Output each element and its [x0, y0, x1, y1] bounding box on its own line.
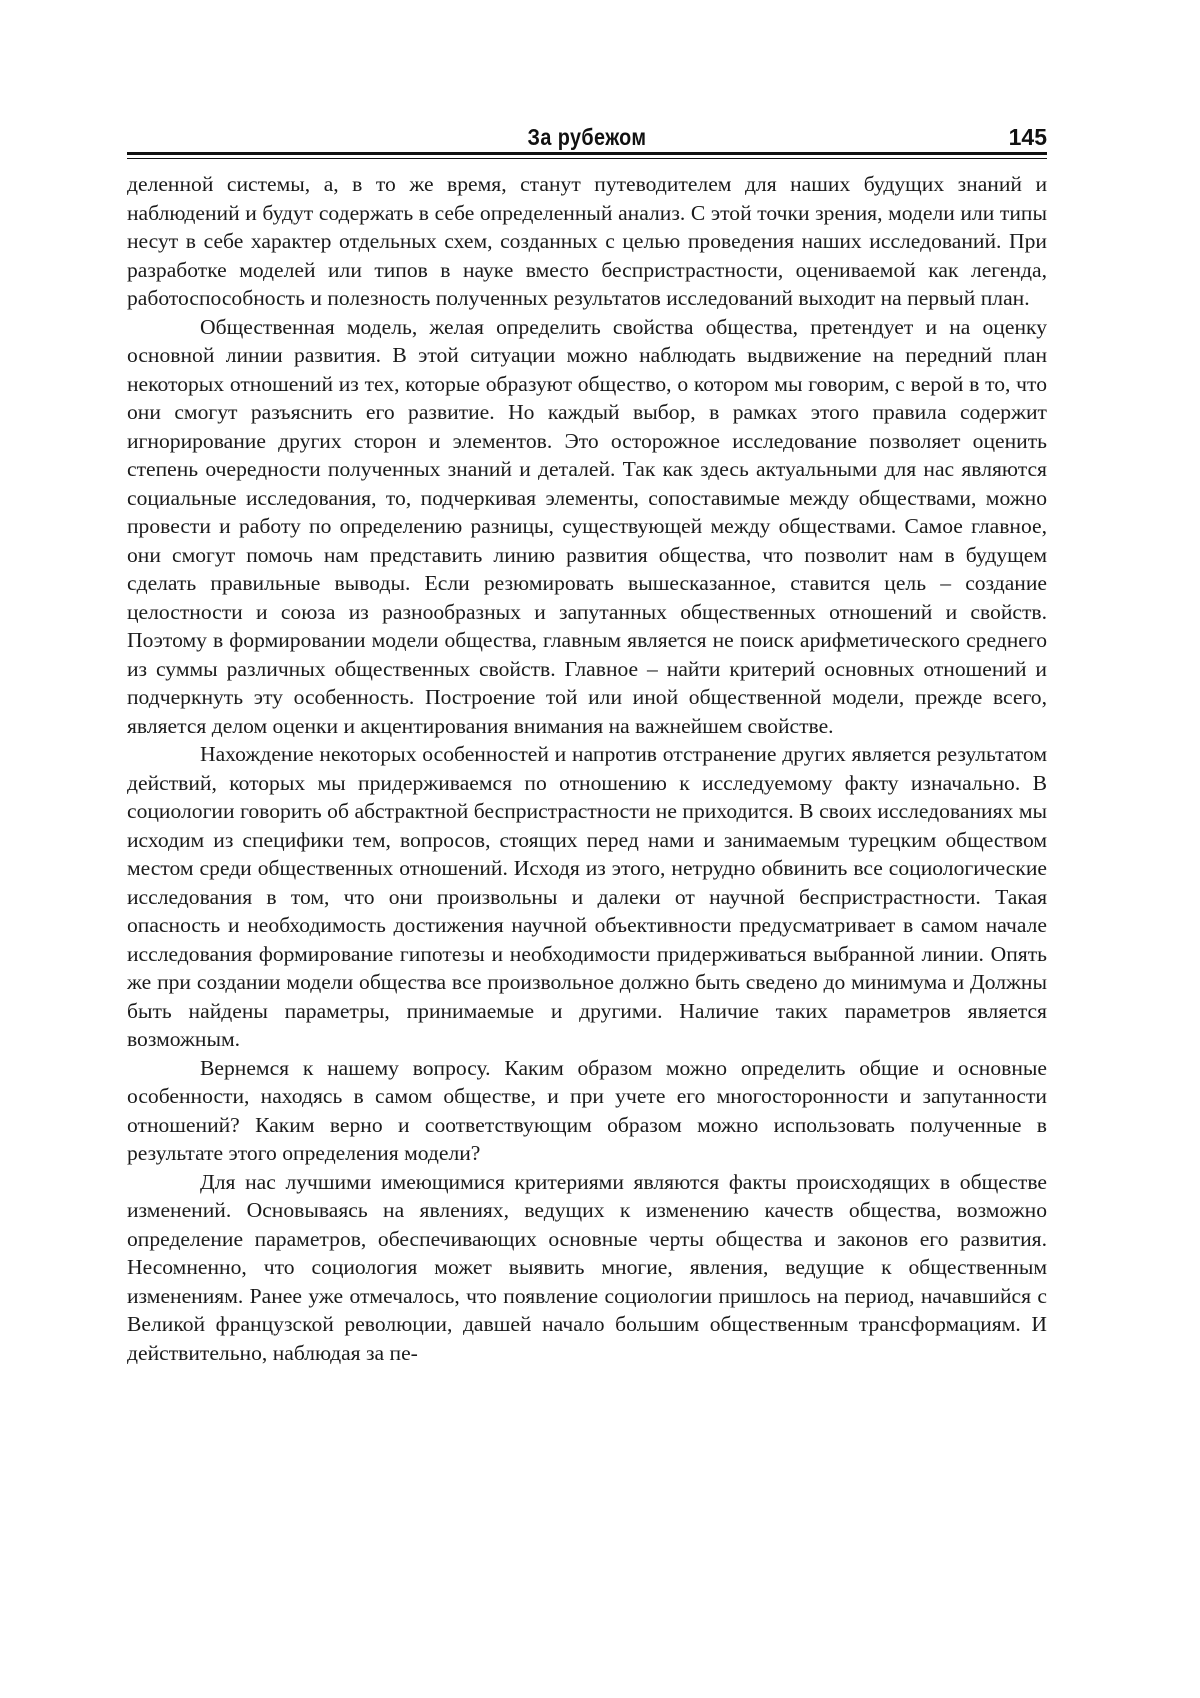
body-text [127, 170, 1047, 1367]
page-number: 145 [1008, 124, 1047, 150]
header-rule-thin [127, 158, 1047, 159]
paragraph-5: Для нас лучшими имеющимися критериями являются факты происходящих в обществе изменений. Основываясь на явлениях, ведущих к изменению качеств общества, возможно определение параметров, обеспечивающих основные черты общества и законов его развития. Несомненно, что социология может выявить многие, явления, ведущие к общественным изменениям. Ранее уже отмечалось, что появление социологии пришлось на период, начавшийся с Великой французской революции, давшей начало большим общественным трансформациям. И действительно, наблюдая за пе- [127, 1169, 1047, 1365]
header-rule-thick [127, 152, 1047, 155]
paragraph-2: Общественная модель, желая определить свойства общества, претендует и на оценку основной линии развития. В этой ситуации можно наблюдать выдвижение на передний план некоторых отношений из тех, которые образуют общество, о котором мы говорим, с верой в то, что они смогут разъяснить его развитие. Но каждый выбор, в рамках этого правила содержит игнорирование других сторон и элементов. Это осторожное исследование позволяет оценить степень очередности полученных знаний и деталей. Так как здесь актуальными для нас являются социальные исследования, то, подчеркивая элементы, сопоставимые между обществами, можно провести и работу по определению разницы, существующей между обществами. Самое главное, они смогут помочь нам представить линию развития общества, что позволит нам в будущем сделать правильные выводы. Если резюмировать вышесказанное, ставится цель – создание целостности и союза из разнообразных и запутанных общественных отношений и свойств. Поэтому в формировании модели общества, главным является не поиск арифметического среднего из суммы различных общественных свойств. Главное – найти критерий основных отношений и подчеркнуть эту особенность. Построение той или иной общественной модели, прежде всего, является делом оценки и акцентирования внимания на важнейшем свойстве. [127, 314, 1047, 738]
paragraph-4: Вернемся к нашему вопросу. Каким образом можно определить общие и основные особенности, находясь в самом обществе, и при учете его многосторонности и запутанности отношений? Каким верно и соответствующим образом можно использовать полученные в результате этого определения модели? [127, 1055, 1047, 1165]
paragraph-1: деленной системы, а, в то же время, станут путеводителем для наших будущих знаний и наблюдений и будут содержать в себе определенный анализ. С этой точки зрения, модели или типы несут в себе характер отдельных схем, созданных с целью проведения наших исследований. При разработке моделей или типов в науке вместо беспристрастности, оцениваемой как легенда, работоспособность и полезность полученных результатов исследований выходит на первый план. [127, 172, 1047, 310]
running-header [127, 120, 1047, 156]
paragraph-3: Нахождение некоторых особенностей и напротив отстранение других является результатом действий, которых мы придерживаемся по отношению к исследуемому факту изначально. В социологии говорить об абстрактной беспристрастности не приходится. В своих исследованиях мы исходим из специфики тем, вопросов, стоящих перед нами и занимаемым турецким обществом местом среди общественных отношений. Исходя из этого, нетрудно обвинить все социологические исследования в том, что они произвольны и далеки от научной беспристрастности. Такая опасность и необходимость достижения научной объективности предусматривает в самом начале исследования формирование гипотезы и необходимости придерживаться выбранной линии. Опять же при создании модели общества все произвольное должно быть сведено до минимума и Должны быть найдены параметры, принимаемые и другими. Наличие таких параметров является возможным. [127, 742, 1047, 1051]
running-header-title: За рубежом [527, 124, 647, 150]
